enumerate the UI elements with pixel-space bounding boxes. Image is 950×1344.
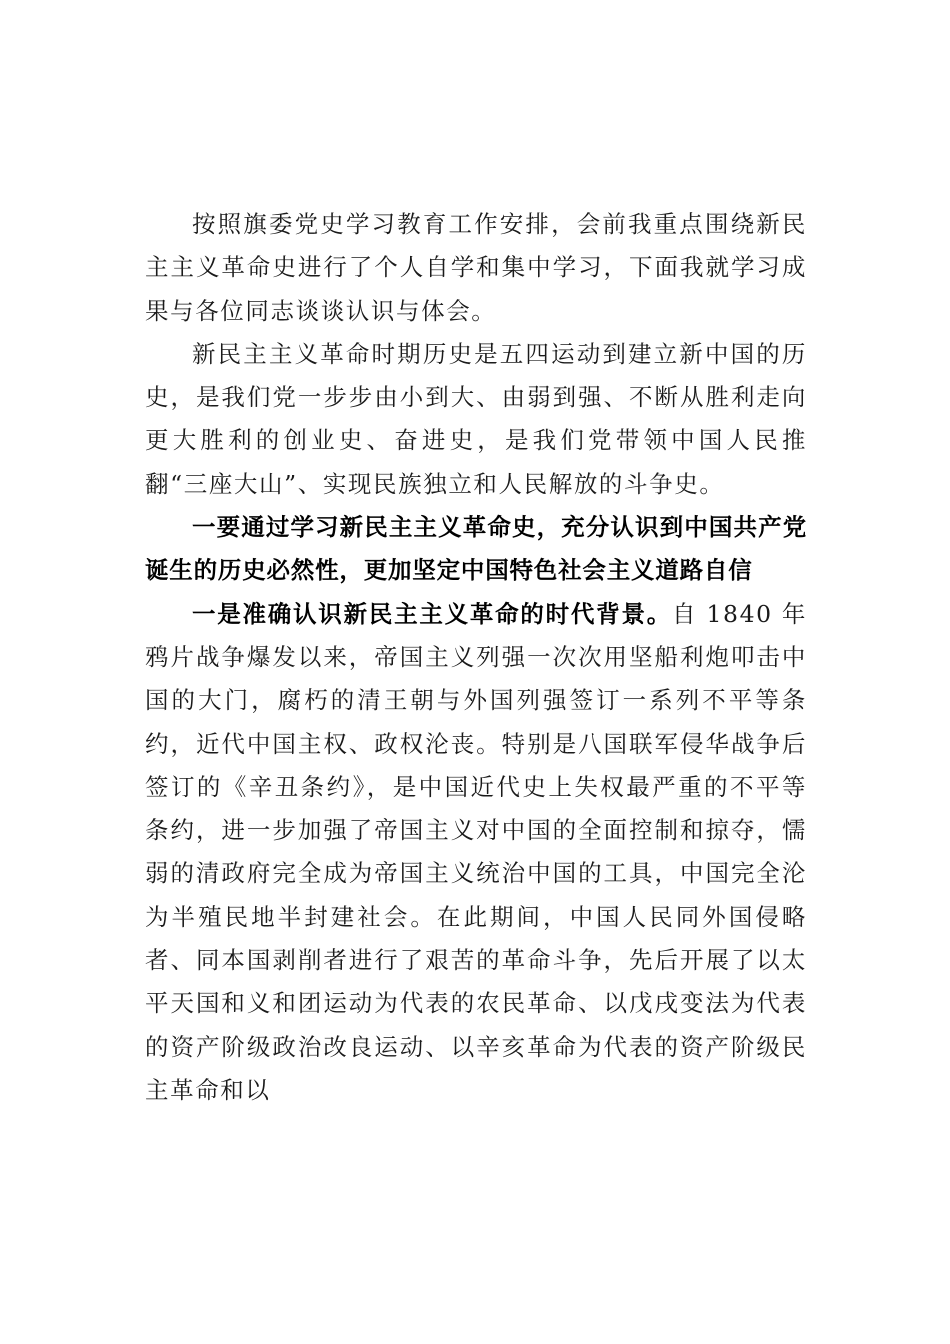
section-heading: 一要通过学习新民主主义革命史，充分认识到中国共产党诞生的历史必然性，更加坚定中国特色社会主义道路自信 <box>145 513 807 585</box>
paragraph-intro: 按照旗委党史学习教育工作安排，会前我重点围绕新民主主义革命史进行了个人自学和集中学习，下面我就学习成果与各位同志谈谈认识与体会。 <box>145 210 807 325</box>
paragraph-history-overview: 新民主主义革命时期历史是五四运动到建立新中国的历史，是我们党一步步由小到大、由弱到强、不断从胜利走向更大胜利的创业史、奋进史，是我们党带领中国人民推翻“三座大山”、实现民族独立和人民解放的斗争史。 <box>145 339 807 498</box>
document-body <box>145 203 807 1112</box>
paragraph-background-text: 自 1840 年鸦片战争爆发以来，帝国主义列强一次次用坚船利炮叩击中国的大门，腐朽的清王朝与外国列强签订一系列不平等条约，近代中国主权、政权沦丧。特别是八国联军侵华战争后签订的《辛丑条约》，是中国近代史上失权最严重的不平等条约，进一步加强了帝国主义对中国的全面控制和掠夺，懦弱的清政府完全成为帝国主义统治中国的工具，中国完全沦为半殖民地半封建社会。在此期间，中国人民同外国侵略者、同本国剥削者进行了艰苦的革命斗争，先后开展了以太平天国和义和团运动为代表的农民革命、以戊戌变法为代表的资产阶级政治改良运动、以辛亥革命为代表的资产阶级民主革命和以 <box>145 599 807 1104</box>
lead-sentence: 一是准确认识新民主主义革命的时代背景。 <box>192 599 672 628</box>
paragraph-background <box>145 593 807 1113</box>
